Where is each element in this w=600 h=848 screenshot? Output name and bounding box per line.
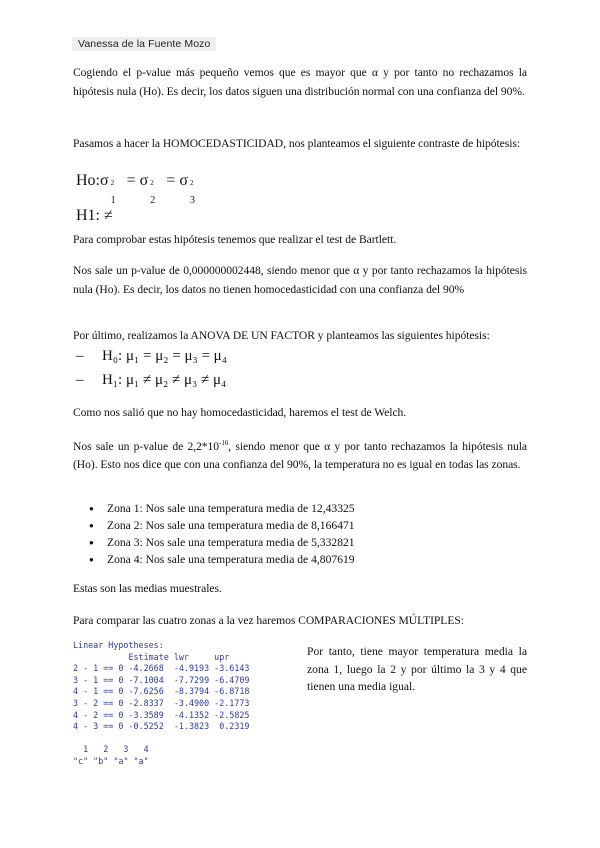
paragraph-homoscedasticity-intro: Pasamos a hacer la HOMOCEDASTICIDAD, nos planteamos el siguiente contraste de hipótesis: bbox=[73, 137, 521, 150]
eq-equals-1: = bbox=[126, 172, 136, 189]
eq-sub-1: 1 bbox=[110, 195, 116, 206]
paragraph-welch-result bbox=[73, 434, 527, 475]
paragraph-conclusion: Por tanto, tiene mayor temperatura media la zona 1, luego la 2 y por último la 3 y 4 que tienen una media igual. bbox=[307, 645, 527, 694]
eq-ho-lhs: Ho:σ bbox=[76, 172, 109, 189]
welch-text-b: , siendo menor que α y por tanto rechazamos la hipótesis nula (Ho). Esto nos dice que con una confianza del 90%, la temperatura no es igual en todas las zonas. bbox=[73, 439, 527, 472]
author-tag: Vanessa de la Fuente Mozo bbox=[72, 37, 216, 51]
eq-dash-2: – bbox=[76, 372, 84, 388]
eq-ho-anova-text: H₀: μ₁ = μ₂ = μ₃ = μ₄ bbox=[102, 348, 227, 364]
paragraph-normality-conclusion: Cogiendo el p-value más pequeño vemos que es mayor que α y por tanto no rechazamos la hipótesis nula (Ho). Es decir, los datos siguen una distribución normal con una confianza del 90%. bbox=[73, 66, 527, 98]
paragraph-sample-means: Estas son las medias muestrales. bbox=[73, 582, 222, 595]
paragraph-anova-intro: Por último, realizamos la ANOVA DE UN FACTOR y planteamos las siguientes hipótesis: bbox=[73, 329, 490, 342]
welch-exponent: -16 bbox=[219, 439, 229, 447]
paragraph-bartlett-result: Nos sale un p-value de 0,000000002448, siendo menor que α y por tanto rechazamos la hipótesis nula (Ho). Es decir, los datos no tienen homocedasticidad con una confianza del 90% bbox=[73, 264, 527, 296]
eq-exp-1: 2 bbox=[110, 179, 115, 187]
paragraph-welch: Como nos salió que no hay homocedasticidad, haremos el test de Welch. bbox=[73, 406, 407, 419]
r-output-block: Linear Hypotheses: Estimate lwr upr 2 - 1 == 0 -4.2668 -4.9193 -3.6143 3 - 1 == 0 -7.1004 -7.7299 -6.4709 4 - 1 == 0 -7.6256 -8.3794 -6.8718 3 - 2 == 0 -2.8337 -3.4900 -2.1773 4 - 2 == 0 -3.3589 -4.1352 -2.5825 4 - 3 == 0 -0.5252 -1.3823 0.2319 1 2 3 4 "c" "b" "a" "a" bbox=[73, 640, 250, 766]
eq-sub-2: 2 bbox=[150, 195, 156, 206]
eq-exp-3: 2 bbox=[189, 179, 194, 187]
eq-sigma-3: σ bbox=[179, 172, 188, 189]
eq-sigma-2: σ bbox=[139, 172, 149, 189]
list-item: ● Zona 3: Nos sale una temperatura media de 5,332821 bbox=[73, 534, 355, 551]
eq-equals-2: = bbox=[166, 172, 176, 189]
list-item: ● Zona 2: Nos sale una temperatura media de 8,166471 bbox=[73, 517, 355, 534]
paragraph-bartlett: Para comprobar estas hipótesis tenemos que realizar el test de Bartlett. bbox=[73, 233, 397, 246]
eq-exp-2: 2 bbox=[150, 179, 154, 187]
eq-h1-anova-text: H₁: μ₁ ≠ μ₂ ≠ μ₃ ≠ μ₄ bbox=[102, 372, 227, 388]
list-item: ● Zona 1: Nos sale una temperatura media de 12,43325 bbox=[73, 500, 355, 517]
welch-text-a: Nos sale un p-value de 2,2*10 bbox=[73, 439, 220, 453]
equation-ho-anova bbox=[76, 348, 227, 365]
eq-dash-1: – bbox=[76, 348, 84, 364]
list-item: ● Zona 4: Nos sale una temperatura media de 4,807619 bbox=[73, 551, 355, 568]
zone-means-list bbox=[73, 500, 355, 568]
eq-sub-3: 3 bbox=[189, 195, 195, 206]
equation-h1-anova bbox=[76, 372, 226, 389]
paragraph-multiple-comparisons: Para comparar las cuatro zonas a la vez haremos COMPARACIONES MÚLTIPLES: bbox=[73, 614, 464, 627]
equation-ho-homoscedasticity bbox=[76, 172, 202, 206]
equation-h1-homoscedasticity: H1: ≠ bbox=[76, 207, 113, 224]
